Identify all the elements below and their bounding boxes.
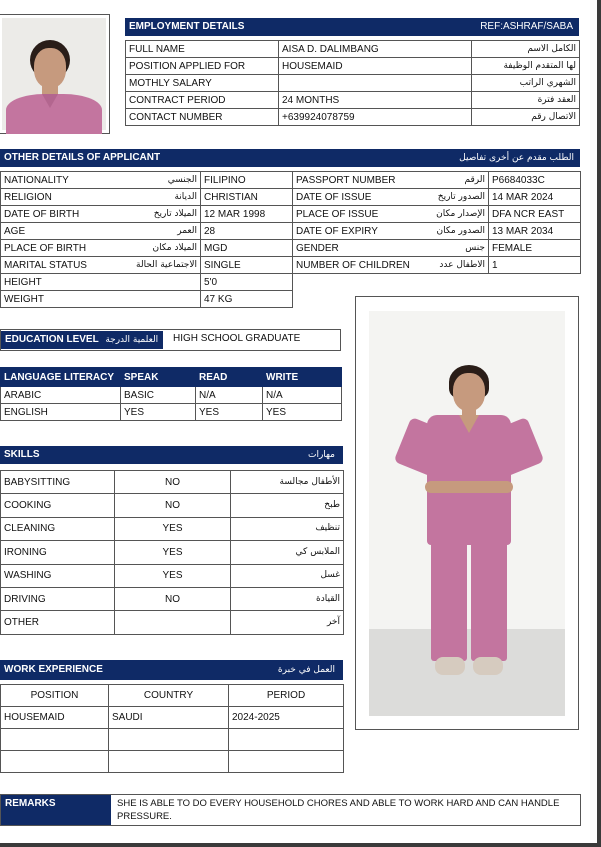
language-column-header: READ: [196, 368, 263, 387]
skill-value: YES: [115, 564, 231, 587]
detail-label: PLACE OF ISSUE: [293, 206, 413, 223]
detail-label: PLACE OF BIRTH: [1, 240, 121, 257]
detail-value: FILIPINO: [201, 172, 293, 189]
employment-value: +639924078759: [279, 109, 472, 126]
detail-value: CHRISTIAN: [201, 189, 293, 206]
language-cell: BASIC: [121, 387, 196, 404]
detail-label: DATE OF ISSUE: [293, 189, 413, 206]
language-header-row: [1, 368, 342, 387]
employment-details-title: EMPLOYMENT DETAILS: [129, 21, 245, 32]
skill-row: [1, 541, 344, 564]
language-column-header: WRITE: [263, 368, 342, 387]
skill-row: [1, 517, 344, 540]
skill-name-arabic: الملابس كي: [231, 541, 344, 564]
work-experience-header: [0, 660, 343, 680]
detail-value: 12 MAR 1998: [201, 206, 293, 223]
skill-name-arabic: غسل: [231, 564, 344, 587]
language-cell: N/A: [263, 387, 342, 404]
other-details-title: OTHER DETAILS OF APPLICANT: [4, 152, 161, 163]
detail-label: GENDER: [293, 240, 413, 257]
employment-label: CONTRACT PERIOD: [126, 92, 279, 109]
weight-row: [1, 291, 293, 308]
language-cell: YES: [196, 404, 263, 421]
employment-label-arabic: الكامل الاسم: [472, 41, 580, 58]
skill-name: IRONING: [1, 541, 115, 564]
other-details-row: [1, 240, 581, 257]
detail-value: 13 MAR 2034: [489, 223, 581, 240]
detail-label-arabic: الاجتماعية الحالة: [121, 257, 201, 274]
skill-name-arabic: طبخ: [231, 494, 344, 517]
skill-row: [1, 611, 344, 634]
work-cell: [1, 751, 109, 773]
employment-row: [126, 109, 580, 126]
other-details-row: [1, 223, 581, 240]
detail-label-arabic: الميلاد تاريخ: [121, 206, 201, 223]
employment-value: HOUSEMAID: [279, 58, 472, 75]
work-cell: [229, 751, 344, 773]
employment-label-arabic: لها المتقدم الوظيفة: [472, 58, 580, 75]
detail-label-arabic: العمر: [121, 223, 201, 240]
language-column-header: LANGUAGE LITERACY: [1, 368, 121, 387]
work-cell: HOUSEMAID: [1, 707, 109, 729]
employment-label: MOTHLY SALARY: [126, 75, 279, 92]
work-cell: [1, 729, 109, 751]
reference-code: REF:ASHRAF/SABA: [480, 21, 573, 32]
skill-name: COOKING: [1, 494, 115, 517]
employment-value: AISA D. DALIMBANG: [279, 41, 472, 58]
employment-value: 24 MONTHS: [279, 92, 472, 109]
language-row: [1, 387, 342, 404]
detail-label: DATE OF BIRTH: [1, 206, 121, 223]
detail-value: P6684033C: [489, 172, 581, 189]
language-cell: ENGLISH: [1, 404, 121, 421]
weight-value: 47 KG: [201, 291, 293, 308]
language-column-header: SPEAK: [121, 368, 196, 387]
portrait-photo: [0, 14, 110, 134]
detail-label: DATE OF EXPIRY: [293, 223, 413, 240]
other-details-row: [1, 206, 581, 223]
employment-row: [126, 92, 580, 109]
employment-label-arabic: العقد فترة: [472, 92, 580, 109]
language-cell: YES: [263, 404, 342, 421]
skill-value: NO: [115, 587, 231, 610]
detail-label: RELIGION: [1, 189, 121, 206]
skill-row: [1, 564, 344, 587]
work-row: [1, 729, 344, 751]
detail-value: 14 MAR 2024: [489, 189, 581, 206]
detail-label-arabic: الرقم: [413, 172, 489, 189]
employment-row: [126, 58, 580, 75]
employment-label: CONTACT NUMBER: [126, 109, 279, 126]
language-literacy-table: [0, 367, 342, 421]
skill-row: [1, 587, 344, 610]
skill-name: OTHER: [1, 611, 115, 634]
skill-name: DRIVING: [1, 587, 115, 610]
language-cell: N/A: [196, 387, 263, 404]
detail-label-arabic: الجنسي: [121, 172, 201, 189]
full-body-photo: [355, 296, 579, 730]
detail-label: PASSPORT NUMBER: [293, 172, 413, 189]
employment-details-header: [125, 18, 579, 36]
detail-value: SINGLE: [201, 257, 293, 274]
skill-value: [115, 611, 231, 634]
skills-header: [0, 446, 343, 464]
detail-label-arabic: الصدور تاريخ: [413, 189, 489, 206]
other-details-table: [0, 171, 581, 274]
remarks-label: REMARKS: [1, 795, 111, 825]
detail-value: DFA NCR EAST: [489, 206, 581, 223]
work-column-header: PERIOD: [229, 685, 344, 707]
work-experience-table: [0, 684, 344, 773]
page-edge-right: [597, 0, 601, 847]
weight-label: WEIGHT: [1, 291, 201, 308]
detail-value: 28: [201, 223, 293, 240]
detail-label-arabic: الديانة: [121, 189, 201, 206]
skills-title: SKILLS: [4, 449, 40, 460]
skill-value: YES: [115, 517, 231, 540]
height-weight-table: [0, 273, 293, 308]
work-header-row: [1, 685, 344, 707]
detail-label-arabic: الاطفال عدد: [413, 257, 489, 274]
detail-value: MGD: [201, 240, 293, 257]
employment-label: FULL NAME: [126, 41, 279, 58]
language-cell: YES: [121, 404, 196, 421]
work-row: [1, 751, 344, 773]
employment-value: [279, 75, 472, 92]
detail-label-arabic: جنس: [413, 240, 489, 257]
detail-label: NATIONALITY: [1, 172, 121, 189]
employment-table: [125, 40, 580, 126]
work-cell: [109, 729, 229, 751]
remarks-text: SHE IS ABLE TO DO EVERY HOUSEHOLD CHORES AND ABLE TO WORK HARD AND CAN HANDLE PRESSURE.: [117, 798, 560, 822]
employment-row: [126, 75, 580, 92]
work-row: [1, 707, 344, 729]
skill-row: [1, 494, 344, 517]
detail-value: 1: [489, 257, 581, 274]
work-column-header: POSITION: [1, 685, 109, 707]
work-cell: SAUDI: [109, 707, 229, 729]
skill-name: WASHING: [1, 564, 115, 587]
detail-label-arabic: الإصدار مكان: [413, 206, 489, 223]
other-details-row: [1, 257, 581, 274]
language-cell: ARABIC: [1, 387, 121, 404]
skill-value: YES: [115, 541, 231, 564]
employment-row: [126, 41, 580, 58]
work-cell: [229, 729, 344, 751]
employment-label: POSITION APPLIED FOR: [126, 58, 279, 75]
remarks-box: [0, 794, 581, 826]
work-experience-title-arabic: العمل في خبرة: [277, 665, 335, 675]
work-cell: [109, 751, 229, 773]
other-details-row: [1, 189, 581, 206]
education-level-label-arabic: العلمية الدرجة: [105, 335, 159, 345]
employment-label-arabic: الاتصال رقم: [472, 109, 580, 126]
other-details-header: [0, 149, 580, 167]
skill-value: NO: [115, 471, 231, 494]
skill-value: NO: [115, 494, 231, 517]
height-row: [1, 274, 293, 291]
education-level-label: EDUCATION LEVEL العلمية الدرجة: [1, 331, 163, 349]
skill-name: BABYSITTING: [1, 471, 115, 494]
education-level-box: [0, 329, 341, 351]
skill-name-arabic: الأطفال مجالسة: [231, 471, 344, 494]
skills-title-arabic: مهارات: [307, 450, 335, 460]
work-cell: 2024-2025: [229, 707, 344, 729]
work-column-header: COUNTRY: [109, 685, 229, 707]
detail-label-arabic: الميلاد مكان: [121, 240, 201, 257]
height-value: 5'0: [201, 274, 293, 291]
detail-label: MARITAL STATUS: [1, 257, 121, 274]
skill-name-arabic: تنظيف: [231, 517, 344, 540]
detail-label-arabic: الصدور مكان: [413, 223, 489, 240]
detail-label: NUMBER OF CHILDREN: [293, 257, 413, 274]
detail-value: FEMALE: [489, 240, 581, 257]
detail-label: AGE: [1, 223, 121, 240]
page-edge-bottom: [0, 843, 601, 847]
skill-name: CLEANING: [1, 517, 115, 540]
other-details-title-arabic: الطلب مقدم عن أخرى تفاصيل: [459, 153, 574, 163]
other-details-row: [1, 172, 581, 189]
skill-name-arabic: آخر: [231, 611, 344, 634]
skills-table: [0, 470, 344, 635]
education-level-value: HIGH SCHOOL GRADUATE: [173, 333, 301, 344]
work-experience-title: WORK EXPERIENCE: [4, 664, 103, 675]
language-row: [1, 404, 342, 421]
skill-row: [1, 471, 344, 494]
employment-label-arabic: الشهري الراتب: [472, 75, 580, 92]
height-label: HEIGHT: [1, 274, 201, 291]
skill-name-arabic: القيادة: [231, 587, 344, 610]
